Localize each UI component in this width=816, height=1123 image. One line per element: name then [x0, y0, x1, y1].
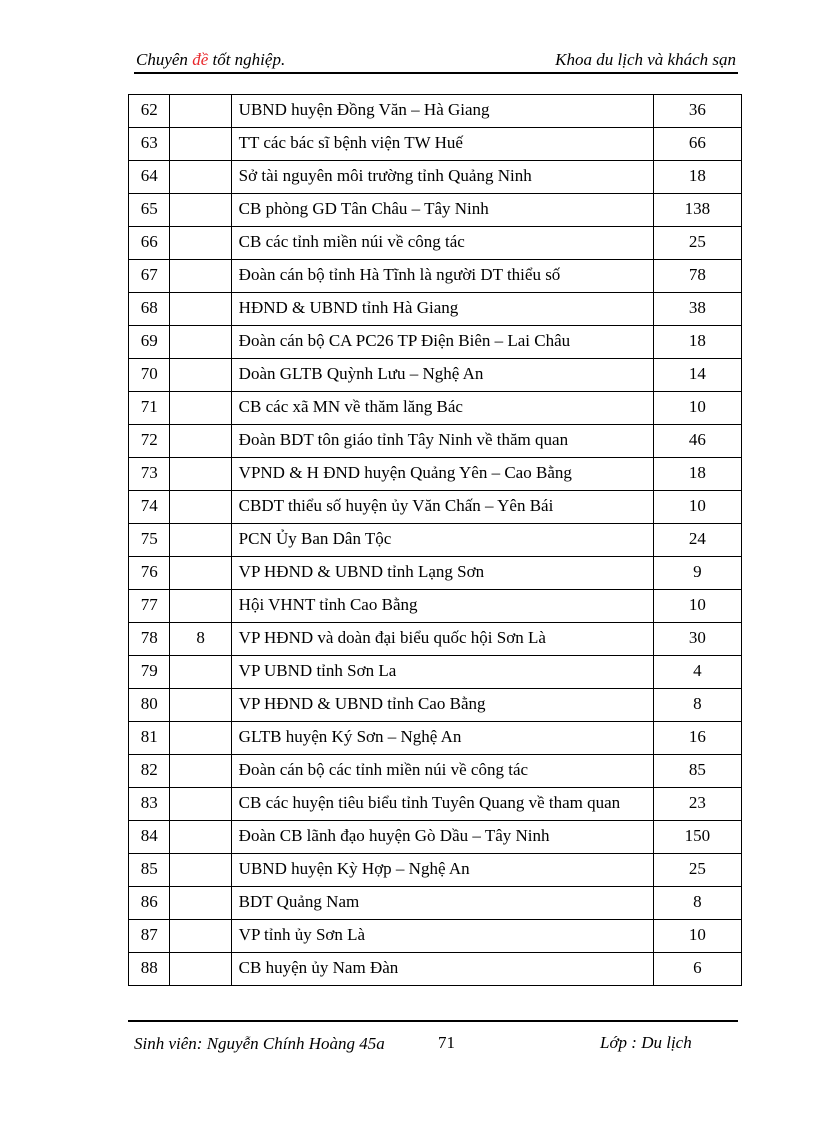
row-number: 81	[129, 722, 170, 755]
table-row	[129, 161, 742, 194]
row-name: CB các huyện tiêu biểu tỉnh Tuyên Quang về tham quan	[231, 788, 653, 821]
table-row	[129, 524, 742, 557]
row-group	[170, 425, 231, 458]
row-group	[170, 722, 231, 755]
table-row	[129, 227, 742, 260]
row-quantity: 78	[653, 260, 741, 293]
row-number: 75	[129, 524, 170, 557]
row-quantity: 30	[653, 623, 741, 656]
row-quantity: 8	[653, 689, 741, 722]
row-group	[170, 656, 231, 689]
table-row	[129, 953, 742, 986]
row-number: 85	[129, 854, 170, 887]
row-number: 78	[129, 623, 170, 656]
row-name: Đoàn cán bộ CA PC26 TP Điện Biên – Lai Châu	[231, 326, 653, 359]
row-name: VP tỉnh ủy Sơn Là	[231, 920, 653, 953]
row-group	[170, 689, 231, 722]
row-number: 83	[129, 788, 170, 821]
row-group	[170, 227, 231, 260]
row-name: PCN Ủy Ban Dân Tộc	[231, 524, 653, 557]
row-number: 68	[129, 293, 170, 326]
row-quantity: 18	[653, 458, 741, 491]
table-row	[129, 887, 742, 920]
group-list-table	[128, 94, 742, 986]
row-number: 66	[129, 227, 170, 260]
table-row	[129, 821, 742, 854]
row-name: Đoàn BDT tôn giáo tỉnh Tây Ninh về thăm quan	[231, 425, 653, 458]
table-row	[129, 623, 742, 656]
row-number: 74	[129, 491, 170, 524]
row-number: 63	[129, 128, 170, 161]
row-name: VP HĐND & UBND tỉnh Cao Bằng	[231, 689, 653, 722]
row-number: 87	[129, 920, 170, 953]
footer-class: Lớp : Du lịch	[600, 1033, 692, 1052]
row-quantity: 10	[653, 590, 741, 623]
row-name: Hội VHNT tỉnh Cao Bằng	[231, 590, 653, 623]
table-row	[129, 458, 742, 491]
row-group	[170, 953, 231, 986]
row-name: UBND huyện Đồng Văn – Hà Giang	[231, 95, 653, 128]
table-row	[129, 491, 742, 524]
row-name: CBDT thiểu số huyện ủy Văn Chấn – Yên Bái	[231, 491, 653, 524]
row-name: Đoàn cán bộ các tỉnh miền núi về công tác	[231, 755, 653, 788]
row-name: VPND & H ĐND huyện Quảng Yên – Cao Bằng	[231, 458, 653, 491]
row-number: 86	[129, 887, 170, 920]
row-quantity: 66	[653, 128, 741, 161]
row-group	[170, 95, 231, 128]
row-number: 64	[129, 161, 170, 194]
table-row	[129, 392, 742, 425]
row-group	[170, 491, 231, 524]
row-group	[170, 854, 231, 887]
footer-rule	[128, 1020, 738, 1022]
row-group	[170, 260, 231, 293]
row-group	[170, 755, 231, 788]
row-number: 76	[129, 557, 170, 590]
row-name: CB huyện ủy Nam Đàn	[231, 953, 653, 986]
table-row	[129, 722, 742, 755]
table-row	[129, 293, 742, 326]
row-quantity: 138	[653, 194, 741, 227]
table-row	[129, 656, 742, 689]
row-group	[170, 392, 231, 425]
table-row	[129, 689, 742, 722]
row-number: 77	[129, 590, 170, 623]
row-number: 84	[129, 821, 170, 854]
row-number: 71	[129, 392, 170, 425]
table-row	[129, 557, 742, 590]
row-number: 79	[129, 656, 170, 689]
row-group	[170, 788, 231, 821]
row-name: VP HĐND và doàn đại biểu quốc hội Sơn Là	[231, 623, 653, 656]
header-title-accent: đề	[192, 50, 209, 69]
table-row	[129, 854, 742, 887]
table-row	[129, 95, 742, 128]
row-name: GLTB huyện Ký Sơn – Nghệ An	[231, 722, 653, 755]
row-quantity: 10	[653, 920, 741, 953]
row-number: 62	[129, 95, 170, 128]
page-header	[134, 50, 738, 74]
table-row	[129, 788, 742, 821]
row-quantity: 18	[653, 161, 741, 194]
row-number: 67	[129, 260, 170, 293]
row-group	[170, 821, 231, 854]
row-number: 82	[129, 755, 170, 788]
row-quantity: 9	[653, 557, 741, 590]
row-group	[170, 920, 231, 953]
row-name: CB phòng GD Tân Châu – Tây Ninh	[231, 194, 653, 227]
row-name: BDT Quảng Nam	[231, 887, 653, 920]
row-group	[170, 458, 231, 491]
row-group	[170, 161, 231, 194]
row-group	[170, 326, 231, 359]
row-name: HĐND & UBND tỉnh Hà Giang	[231, 293, 653, 326]
table-row	[129, 590, 742, 623]
table-row	[129, 128, 742, 161]
row-number: 69	[129, 326, 170, 359]
row-quantity: 16	[653, 722, 741, 755]
row-quantity: 46	[653, 425, 741, 458]
row-name: Sở tài nguyên môi trường tỉnh Quảng Ninh	[231, 161, 653, 194]
footer-student: Sinh viên: Nguyễn Chính Hoàng 45a	[134, 1034, 385, 1053]
row-number: 80	[129, 689, 170, 722]
row-name: VP HĐND & UBND tỉnh Lạng Sơn	[231, 557, 653, 590]
row-quantity: 150	[653, 821, 741, 854]
row-name: Đoàn cán bộ tỉnh Hà Tĩnh là người DT thiểu số	[231, 260, 653, 293]
row-quantity: 85	[653, 755, 741, 788]
table-row	[129, 920, 742, 953]
row-group	[170, 128, 231, 161]
row-quantity: 38	[653, 293, 741, 326]
row-name: CB các xã MN về thăm lăng Bác	[231, 392, 653, 425]
row-group	[170, 194, 231, 227]
row-quantity: 6	[653, 953, 741, 986]
table-row	[129, 326, 742, 359]
row-quantity: 23	[653, 788, 741, 821]
row-name: Đoàn CB lãnh đạo huyện Gò Dầu – Tây Ninh	[231, 821, 653, 854]
table-row	[129, 194, 742, 227]
page-number: 71	[438, 1033, 455, 1052]
row-quantity: 8	[653, 887, 741, 920]
header-faculty: Khoa du lịch và khách sạn	[555, 50, 736, 69]
row-group	[170, 524, 231, 557]
row-group	[170, 887, 231, 920]
header-title	[136, 50, 285, 70]
row-quantity: 4	[653, 656, 741, 689]
row-group: 8	[170, 623, 231, 656]
row-group	[170, 293, 231, 326]
row-number: 72	[129, 425, 170, 458]
header-title-prefix: Chuyên	[136, 50, 193, 69]
row-quantity: 10	[653, 491, 741, 524]
row-name: VP UBND tỉnh Sơn La	[231, 656, 653, 689]
row-group	[170, 557, 231, 590]
row-name: CB các tỉnh miền núi về công tác	[231, 227, 653, 260]
table-row	[129, 359, 742, 392]
row-quantity: 25	[653, 854, 741, 887]
row-group	[170, 359, 231, 392]
row-group	[170, 590, 231, 623]
row-quantity: 10	[653, 392, 741, 425]
header-title-suffix: tốt nghiệp.	[208, 50, 286, 69]
row-number: 65	[129, 194, 170, 227]
row-number: 73	[129, 458, 170, 491]
table-row	[129, 260, 742, 293]
row-quantity: 18	[653, 326, 741, 359]
table-row	[129, 755, 742, 788]
row-quantity: 25	[653, 227, 741, 260]
row-number: 88	[129, 953, 170, 986]
row-number: 70	[129, 359, 170, 392]
row-name: Doàn GLTB Quỳnh Lưu – Nghệ An	[231, 359, 653, 392]
row-name: UBND huyện Kỳ Hợp – Nghệ An	[231, 854, 653, 887]
row-quantity: 36	[653, 95, 741, 128]
table-row	[129, 425, 742, 458]
row-name: TT các bác sĩ bệnh viện TW Huế	[231, 128, 653, 161]
row-quantity: 24	[653, 524, 741, 557]
row-quantity: 14	[653, 359, 741, 392]
